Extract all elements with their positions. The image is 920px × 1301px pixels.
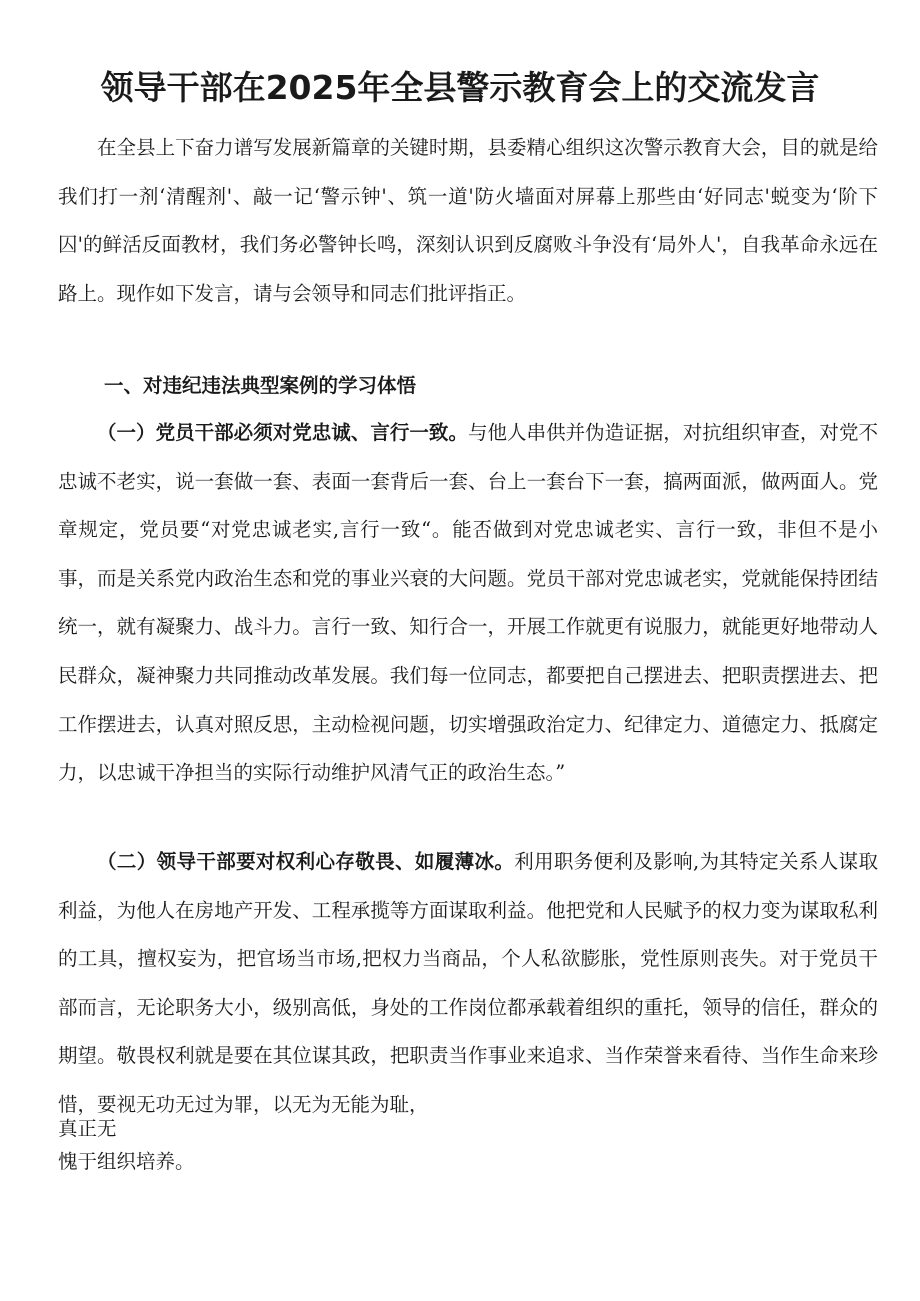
subsection-1-body: 与他人串供并伪造证据，对抗组织审查，对党不忠诚不老实，说一套做一套、表面一套背后一套、台上一套台下一套，搞两面派，做两面人。党章规定，党员要“对党忠诚老实,言行一致“。能否做到对党忠诚老实、言行一致，非但不是小事，而是关系党内政治生态和党的事业兴衰的大问题。党员干部对党忠诚老实，党就能保持团结统一，就有凝聚力、战斗力。言行一致、知行合一，开展工作就更有说服力，就能更好地带动人民群众，凝神聚力共同推动改革发展。我们每一位同志，都要把自己摆进去、把职责摆进去、把工作摆进去，认真对照反思，主动检视问题，切实增强政治定力、纪律定力、道德定力、抵腐定力，以忠诚干净担当的实际行动维护风清气正的政治生态。”: [58, 421, 878, 785]
subsection-2-body: 利用职务便利及影响,为其特定关系人谋取利益，为他人在房地产开发、工程承揽等方面谋取利益。他把党和人民赋予的权力变为谋取私利的工具，擅权妄为，把官场当市场,把权力当商品，个人私欲膨胀，党性原则丧失。对于党员干部而言，无论职务大小，级别高低，身处的工作岗位都承载着组织的重托，领导的信任，群众的期望。敬畏权利就是要在其位谋其政，把职责当作事业来追求、当作荣誉来看待、当作生命来珍惜，要视无功无过为罪，以无为无能为耻，: [58, 850, 878, 1116]
tail-line-2: 愧于组织培养。: [58, 1150, 195, 1173]
section-heading: 一、对违纪违法典型案例的学习体悟: [104, 374, 417, 397]
intro-paragraph: 在全县上下奋力谱写发展新篇章的关键时期，县委精心组织这次警示教育大会，目的就是给我们打一剂‘清醒剂'、敲一记‘警示钟'、筑一道'防火墙面对屏幕上那些由‘好同志'蜕变为‘阶下囚'的鲜活反面教材，我们务必警钟长鸣，深刻认识到反腐败斗争没有‘局外人'，自我革命永远在路上。现作如下发言，请与会领导和同志们批评指正。: [58, 136, 878, 305]
subsection-1-paragraph: [58, 409, 878, 798]
document-title: 领导干部在2025年全县警示教育会上的交流发言: [100, 68, 820, 107]
subsection-1-heading: （一）党员干部必须对党忠诚、言行一致。: [97, 421, 468, 444]
subsection-2-paragraph: [58, 838, 878, 1130]
tail-line-1: 真正无: [58, 1117, 117, 1140]
subsection-2-heading: （二）领导干部要对权利心存敬畏、如履薄冰。: [97, 850, 515, 873]
